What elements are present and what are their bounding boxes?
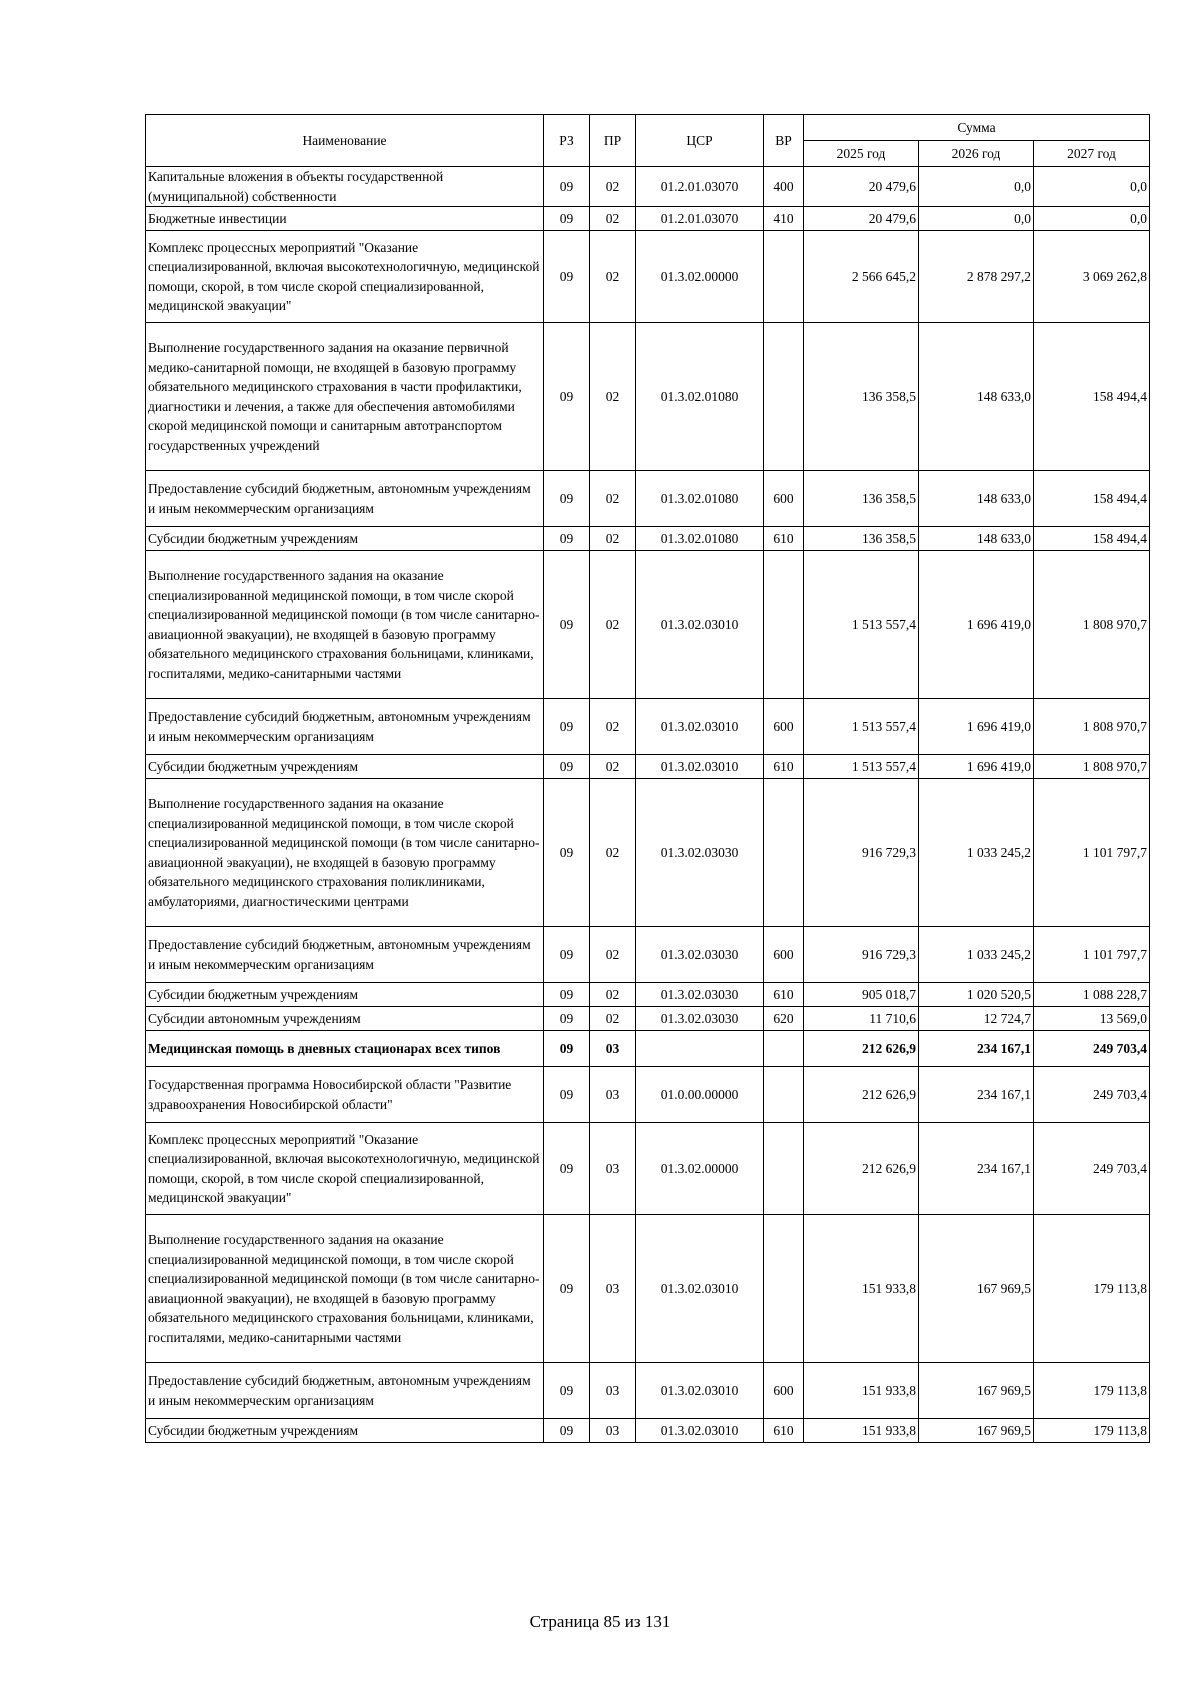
cell-2026: 1 696 419,0 [919, 755, 1034, 779]
cell-2027: 1 101 797,7 [1034, 927, 1150, 983]
cell-2025: 905 018,7 [804, 983, 919, 1007]
cell-vr: 600 [764, 927, 804, 983]
cell-2025: 1 513 557,4 [804, 755, 919, 779]
cell-2026: 167 969,5 [919, 1363, 1034, 1419]
table-body [146, 167, 1150, 1443]
cell-2025: 136 358,5 [804, 527, 919, 551]
cell-pr: 03 [590, 1123, 636, 1215]
cell-2027: 249 703,4 [1034, 1123, 1150, 1215]
cell-name: Комплекс процессных мероприятий "Оказание специализированной, включая высокотехнологичную, медицинской помощи, скорой, в том числе скорой специализированной, медицинской эвакуации" [146, 231, 544, 323]
cell-2025: 11 710,6 [804, 1007, 919, 1031]
cell-2026: 0,0 [919, 167, 1034, 207]
cell-rz: 09 [544, 527, 590, 551]
table-row [146, 323, 1150, 471]
cell-csr: 01.3.02.03010 [636, 1419, 764, 1443]
cell-2027: 1 808 970,7 [1034, 755, 1150, 779]
cell-name: Предоставление субсидий бюджетным, автономным учреждениям и иным некоммерческим организациям [146, 471, 544, 527]
header-2026: 2026 год [919, 141, 1034, 167]
cell-name: Бюджетные инвестиции [146, 207, 544, 231]
cell-pr: 02 [590, 207, 636, 231]
cell-2025: 136 358,5 [804, 323, 919, 471]
cell-2026: 234 167,1 [919, 1123, 1034, 1215]
cell-vr: 610 [764, 983, 804, 1007]
cell-name: Комплекс процессных мероприятий "Оказание специализированной, включая высокотехнологичную, медицинской помощи, скорой, в том числе скорой специализированной, медицинской эвакуации" [146, 1123, 544, 1215]
table-row [146, 551, 1150, 699]
cell-vr: 620 [764, 1007, 804, 1031]
cell-csr [636, 1031, 764, 1067]
cell-pr: 02 [590, 1007, 636, 1031]
cell-2026: 1 696 419,0 [919, 699, 1034, 755]
cell-2027: 0,0 [1034, 207, 1150, 231]
cell-csr: 01.3.02.03010 [636, 699, 764, 755]
table-row [146, 927, 1150, 983]
cell-pr: 02 [590, 927, 636, 983]
cell-2027: 179 113,8 [1034, 1363, 1150, 1419]
cell-vr: 400 [764, 167, 804, 207]
cell-pr: 02 [590, 167, 636, 207]
page-number: Страница 85 из 131 [529, 1612, 671, 1631]
cell-vr [764, 779, 804, 927]
cell-2027: 13 569,0 [1034, 1007, 1150, 1031]
cell-2027: 179 113,8 [1034, 1419, 1150, 1443]
cell-csr: 01.3.02.03010 [636, 551, 764, 699]
cell-rz: 09 [544, 231, 590, 323]
cell-2027: 0,0 [1034, 167, 1150, 207]
cell-pr: 02 [590, 755, 636, 779]
cell-csr: 01.3.02.01080 [636, 471, 764, 527]
cell-name: Государственная программа Новосибирской области "Развитие здравоохранения Новосибирской области" [146, 1067, 544, 1123]
cell-rz: 09 [544, 323, 590, 471]
cell-2027: 158 494,4 [1034, 323, 1150, 471]
cell-2026: 234 167,1 [919, 1031, 1034, 1067]
cell-2027: 1 808 970,7 [1034, 551, 1150, 699]
cell-2026: 2 878 297,2 [919, 231, 1034, 323]
cell-name: Предоставление субсидий бюджетным, автономным учреждениям и иным некоммерческим организациям [146, 927, 544, 983]
cell-2026: 167 969,5 [919, 1419, 1034, 1443]
cell-name: Предоставление субсидий бюджетным, автономным учреждениям и иным некоммерческим организациям [146, 699, 544, 755]
header-sum: Сумма [804, 115, 1150, 141]
cell-rz: 09 [544, 779, 590, 927]
cell-2026: 0,0 [919, 207, 1034, 231]
cell-name: Выполнение государственного задания на оказание специализированной медицинской помощи, в том числе скорой специализированной медицинской помощи (в том числе санитарно-авиационной эвакуации), не входящей в базовую программу обязательного медицинского страхования больницами, клиниками, госпиталями, медико-санитарными частями [146, 551, 544, 699]
cell-2026: 1 696 419,0 [919, 551, 1034, 699]
header-name: Наименование [146, 115, 544, 167]
cell-vr: 410 [764, 207, 804, 231]
cell-2027: 1 808 970,7 [1034, 699, 1150, 755]
cell-rz: 09 [544, 551, 590, 699]
cell-2025: 2 566 645,2 [804, 231, 919, 323]
cell-csr: 01.3.02.03010 [636, 1215, 764, 1363]
cell-csr: 01.3.02.03030 [636, 927, 764, 983]
cell-name: Медицинская помощь в дневных стационарах всех типов [146, 1031, 544, 1067]
table-row [146, 1007, 1150, 1031]
cell-2026: 12 724,7 [919, 1007, 1034, 1031]
cell-pr: 03 [590, 1419, 636, 1443]
header-row [146, 115, 1150, 141]
cell-vr [764, 1215, 804, 1363]
cell-csr: 01.0.00.00000 [636, 1067, 764, 1123]
cell-2027: 158 494,4 [1034, 471, 1150, 527]
cell-rz: 09 [544, 927, 590, 983]
cell-2027: 158 494,4 [1034, 527, 1150, 551]
cell-2025: 212 626,9 [804, 1031, 919, 1067]
cell-vr [764, 231, 804, 323]
table-row [146, 779, 1150, 927]
cell-pr: 02 [590, 323, 636, 471]
cell-csr: 01.3.02.03010 [636, 755, 764, 779]
cell-2026: 167 969,5 [919, 1215, 1034, 1363]
cell-2026: 148 633,0 [919, 527, 1034, 551]
cell-pr: 03 [590, 1031, 636, 1067]
cell-2025: 20 479,6 [804, 207, 919, 231]
cell-2025: 1 513 557,4 [804, 551, 919, 699]
table-row [146, 1419, 1150, 1443]
cell-name: Субсидии автономным учреждениям [146, 1007, 544, 1031]
cell-2025: 136 358,5 [804, 471, 919, 527]
table-row [146, 527, 1150, 551]
cell-2026: 234 167,1 [919, 1067, 1034, 1123]
cell-2025: 20 479,6 [804, 167, 919, 207]
cell-2025: 212 626,9 [804, 1123, 919, 1215]
cell-2025: 151 933,8 [804, 1363, 919, 1419]
cell-vr [764, 551, 804, 699]
table-row [146, 1215, 1150, 1363]
cell-pr: 02 [590, 471, 636, 527]
cell-csr: 01.3.02.01080 [636, 323, 764, 471]
cell-csr: 01.3.02.03030 [636, 779, 764, 927]
cell-pr: 02 [590, 551, 636, 699]
cell-rz: 09 [544, 207, 590, 231]
cell-csr: 01.3.02.03030 [636, 1007, 764, 1031]
cell-name: Капитальные вложения в объекты государственной (муниципальной) собственности [146, 167, 544, 207]
header-2025: 2025 год [804, 141, 919, 167]
cell-name: Выполнение государственного задания на оказание специализированной медицинской помощи, в том числе скорой специализированной медицинской помощи (в том числе санитарно-авиационной эвакуации), не входящей в базовую программу обязательного медицинского страхования поликлиниками, амбулаториями, диагностическими центрами [146, 779, 544, 927]
cell-2025: 1 513 557,4 [804, 699, 919, 755]
cell-rz: 09 [544, 1363, 590, 1419]
cell-name: Субсидии бюджетным учреждениям [146, 755, 544, 779]
cell-rz: 09 [544, 167, 590, 207]
cell-2027: 249 703,4 [1034, 1031, 1150, 1067]
header-2027: 2027 год [1034, 141, 1150, 167]
cell-2027: 3 069 262,8 [1034, 231, 1150, 323]
cell-2025: 151 933,8 [804, 1215, 919, 1363]
cell-vr: 610 [764, 527, 804, 551]
cell-vr: 610 [764, 755, 804, 779]
cell-pr: 02 [590, 779, 636, 927]
table-row [146, 167, 1150, 207]
cell-csr: 01.3.02.01080 [636, 527, 764, 551]
cell-rz: 09 [544, 1067, 590, 1123]
cell-2025: 212 626,9 [804, 1067, 919, 1123]
cell-rz: 09 [544, 1123, 590, 1215]
cell-rz: 09 [544, 1031, 590, 1067]
cell-pr: 03 [590, 1067, 636, 1123]
table-row [146, 207, 1150, 231]
cell-vr [764, 323, 804, 471]
cell-vr [764, 1123, 804, 1215]
table-row [146, 699, 1150, 755]
cell-vr: 600 [764, 699, 804, 755]
cell-csr: 01.2.01.03070 [636, 207, 764, 231]
cell-rz: 09 [544, 1215, 590, 1363]
cell-vr [764, 1031, 804, 1067]
cell-2025: 151 933,8 [804, 1419, 919, 1443]
table-row [146, 1031, 1150, 1067]
cell-2026: 148 633,0 [919, 323, 1034, 471]
cell-pr: 03 [590, 1363, 636, 1419]
table-row [146, 1123, 1150, 1215]
cell-csr: 01.3.02.03030 [636, 983, 764, 1007]
header-vr: ВР [764, 115, 804, 167]
header-csr: ЦСР [636, 115, 764, 167]
cell-csr: 01.3.02.00000 [636, 231, 764, 323]
cell-vr: 600 [764, 1363, 804, 1419]
cell-name: Субсидии бюджетным учреждениям [146, 527, 544, 551]
cell-name: Выполнение государственного задания на оказание специализированной медицинской помощи, в том числе скорой специализированной медицинской помощи (в том числе санитарно-авиационной эвакуации), не входящей в базовую программу обязательного медицинского страхования больницами, клиниками, госпиталями, медико-санитарными частями [146, 1215, 544, 1363]
cell-name: Выполнение государственного задания на оказание первичной медико-санитарной помощи, не входящей в базовую программу обязательного медицинского страхования в части профилактики, диагностики и лечения, а также для обеспечения автомобилями скорой медицинской помощи и санитарным автотранспортом государственных учреждений [146, 323, 544, 471]
cell-rz: 09 [544, 983, 590, 1007]
cell-vr: 600 [764, 471, 804, 527]
header-pr: ПР [590, 115, 636, 167]
cell-2026: 1 033 245,2 [919, 779, 1034, 927]
table-row [146, 1363, 1150, 1419]
cell-vr: 610 [764, 1419, 804, 1443]
header-rz: РЗ [544, 115, 590, 167]
budget-table [145, 114, 1150, 1443]
cell-name: Субсидии бюджетным учреждениям [146, 1419, 544, 1443]
cell-pr: 02 [590, 983, 636, 1007]
cell-pr: 02 [590, 527, 636, 551]
cell-name: Предоставление субсидий бюджетным, автономным учреждениям и иным некоммерческим организациям [146, 1363, 544, 1419]
cell-name: Субсидии бюджетным учреждениям [146, 983, 544, 1007]
cell-rz: 09 [544, 471, 590, 527]
cell-2027: 249 703,4 [1034, 1067, 1150, 1123]
table-row [146, 755, 1150, 779]
table-row [146, 471, 1150, 527]
cell-rz: 09 [544, 1007, 590, 1031]
cell-pr: 02 [590, 699, 636, 755]
cell-rz: 09 [544, 699, 590, 755]
cell-pr: 02 [590, 231, 636, 323]
table-row [146, 1067, 1150, 1123]
cell-csr: 01.2.01.03070 [636, 167, 764, 207]
cell-2025: 916 729,3 [804, 779, 919, 927]
cell-2027: 1 101 797,7 [1034, 779, 1150, 927]
cell-2026: 1 020 520,5 [919, 983, 1034, 1007]
cell-2026: 148 633,0 [919, 471, 1034, 527]
table-row [146, 231, 1150, 323]
cell-pr: 03 [590, 1215, 636, 1363]
cell-2025: 916 729,3 [804, 927, 919, 983]
cell-2027: 179 113,8 [1034, 1215, 1150, 1363]
table-row [146, 983, 1150, 1007]
cell-csr: 01.3.02.03010 [636, 1363, 764, 1419]
cell-rz: 09 [544, 1419, 590, 1443]
cell-vr [764, 1067, 804, 1123]
cell-2026: 1 033 245,2 [919, 927, 1034, 983]
cell-2027: 1 088 228,7 [1034, 983, 1150, 1007]
cell-rz: 09 [544, 755, 590, 779]
cell-csr: 01.3.02.00000 [636, 1123, 764, 1215]
